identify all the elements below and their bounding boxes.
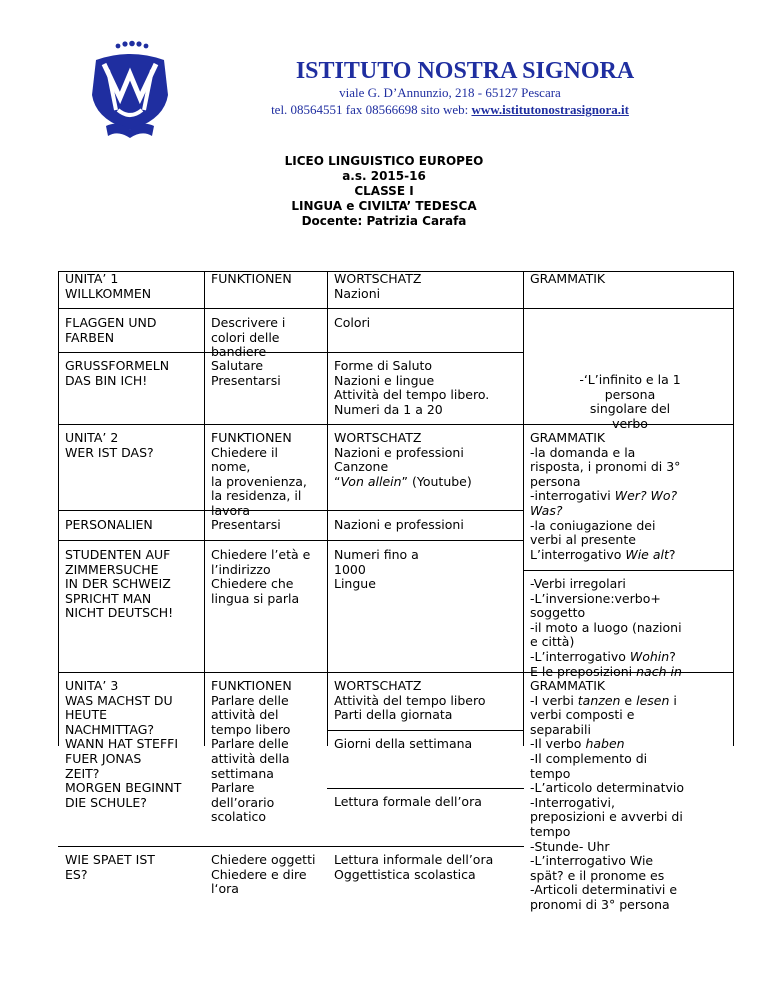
vocabulary-cell: WORTSCHATZ Nazioni <box>334 271 422 301</box>
wohin-line: -L’interrogativo Wohin? <box>530 648 676 664</box>
institute-address: viale G. D’Annunzio, 218 - 65127 Pescara <box>339 85 561 100</box>
contacts-text: tel. 08564551 fax 08566698 sito web: <box>271 102 472 117</box>
table-border <box>58 424 524 425</box>
subject-name: LINGUA e CIVILTA’ TEDESCA <box>291 199 477 213</box>
vocabulary-cell: Giorni della settimana <box>334 736 473 751</box>
unit-cell: UNITA’ 3 WAS MACHST DU HEUTE NACHMITTAG? WANN HAT STEFFI FUER JONAS ZEIT? MORGEN BEGINNT DIE SCHULE? <box>65 678 182 810</box>
grammar-cell: GRAMMATIK -I verbi tanzen e lesen i verbi composti e separabili -Il verbo haben -Il complemento di tempo -L’articolo determinatvio -Interrogativi, preposizioni e avverbi di tempo -Stunde- Uhr -L’interrogativo Wie spät? e il pronome es -Articoli determinativi e pronomi di 3° persona <box>530 679 730 913</box>
table-border <box>523 308 734 309</box>
unit-cell: GRUSSFORMELN DAS BIN ICH! <box>65 358 170 388</box>
wie-alt-line: L’interrogativo Wie alt? <box>530 546 676 562</box>
unit-cell: STUDENTEN AUF ZIMMERSUCHE IN DER SCHWEIZ SPRICHT MAN NICHT DEUTSCH! <box>65 547 174 621</box>
course-info <box>200 154 568 229</box>
vocabulary-cell: Numeri fino a 1000 Lingue <box>334 547 419 592</box>
table-border <box>204 271 205 746</box>
functions-cell: Chiedere oggetti Chiedere e dire l‘ora <box>211 852 316 897</box>
table-border <box>58 540 524 541</box>
table-border <box>523 570 734 571</box>
class-name: CLASSE I <box>354 184 414 198</box>
unit-cell: WIE SPAET IST ES? <box>65 852 155 882</box>
table-border <box>327 788 524 789</box>
vocabulary-cell: Colori <box>334 315 371 330</box>
table-border <box>327 730 524 731</box>
table-border <box>327 271 328 746</box>
vocabulary-cell: Forme di Saluto Nazioni e lingue Attività del tempo libero. Numeri da 1 a 20 <box>334 358 490 417</box>
institute-contacts <box>200 101 700 118</box>
functions-cell: Salutare Presentarsi <box>211 358 281 388</box>
school-type: LICEO LINGUISTICO EUROPEO <box>284 154 484 168</box>
verbs-line: -I verbi tanzen e lesen i <box>530 692 677 708</box>
table-border <box>58 672 524 673</box>
functions-cell: Descrivere i colori delle bandiere <box>211 315 286 360</box>
grammar-cell: GRAMMATIK <box>530 271 606 286</box>
grammar-cell: -‘L’infinito e la 1 persona singolare del verbo <box>579 372 681 431</box>
unit-cell: FLAGGEN UND FARBEN <box>65 315 157 345</box>
table-border <box>58 846 524 847</box>
table-border <box>58 271 59 746</box>
functions-cell: FUNKTIONEN Chiedere il nome, la provenienza, la residenza, il lavora <box>211 430 307 518</box>
functions-cell: Presentarsi <box>211 517 281 532</box>
functions-cell: Chiedere l’età e l’indirizzo Chiedere che lingua si parla <box>211 547 311 606</box>
vocabulary-cell: WORTSCHATZ Attività del tempo libero Parti della giornata <box>334 678 486 723</box>
interrogatives-cont: Was? <box>530 502 563 518</box>
grammar-cell: GRAMMATIK -la domanda e la risposta, i pronomi di 3° persona -interrogativi Wer? Wo? Was? -la coniugazione dei verbi al presente L’interrogativo Wie alt? <box>530 431 730 562</box>
table-border <box>523 271 524 746</box>
unit-cell: UNITA’ 2 WER IST DAS? <box>65 430 154 460</box>
website-link[interactable]: www.istitutonostrasignora.it <box>471 102 629 117</box>
school-year: a.s. 2015-16 <box>342 169 426 183</box>
institute-name: ISTITUTO NOSTRA SIGNORA <box>295 58 635 84</box>
teacher-name: Docente: Patrizia Carafa <box>301 214 467 228</box>
vocabulary-cell: WORTSCHATZ Nazioni e professioni Canzone “Von allein” (Youtube) <box>334 430 472 489</box>
prepositions-line: E le preposizioni nach in <box>530 663 682 679</box>
functions-cell: FUNKTIONEN Parlare delle attività del tempo libero Parlare delle attività della settimana Parlare dell’orario scolatico <box>211 678 292 825</box>
song-line: “Von allein” (Youtube) <box>334 473 472 489</box>
unit-cell: UNITA’ 1 WILLKOMMEN <box>65 271 152 301</box>
grammar-cell: -Verbi irregolari -L’inversione:verbo+ soggetto -il moto a luogo (nazioni e città) -L’interrogativo Wohin? E le preposizioni nach in <box>530 577 730 679</box>
vocabulary-cell: Lettura informale dell’ora Oggettistica scolastica <box>334 852 494 882</box>
unit-cell: PERSONALIEN <box>65 517 153 532</box>
table-border <box>58 352 524 353</box>
table-border <box>733 271 734 746</box>
functions-cell: FUNKTIONEN <box>211 271 292 286</box>
vocabulary-cell: Lettura formale dell’ora <box>334 794 482 809</box>
letterhead <box>200 58 700 118</box>
haben-line: -Il verbo haben <box>530 736 625 752</box>
interrogatives-line: -interrogativi Wer? Wo? <box>530 488 678 504</box>
vocabulary-cell: Nazioni e professioni <box>334 517 464 532</box>
song-title: Von allein <box>340 473 402 489</box>
institute-logo <box>88 40 172 140</box>
table-border <box>58 308 524 309</box>
